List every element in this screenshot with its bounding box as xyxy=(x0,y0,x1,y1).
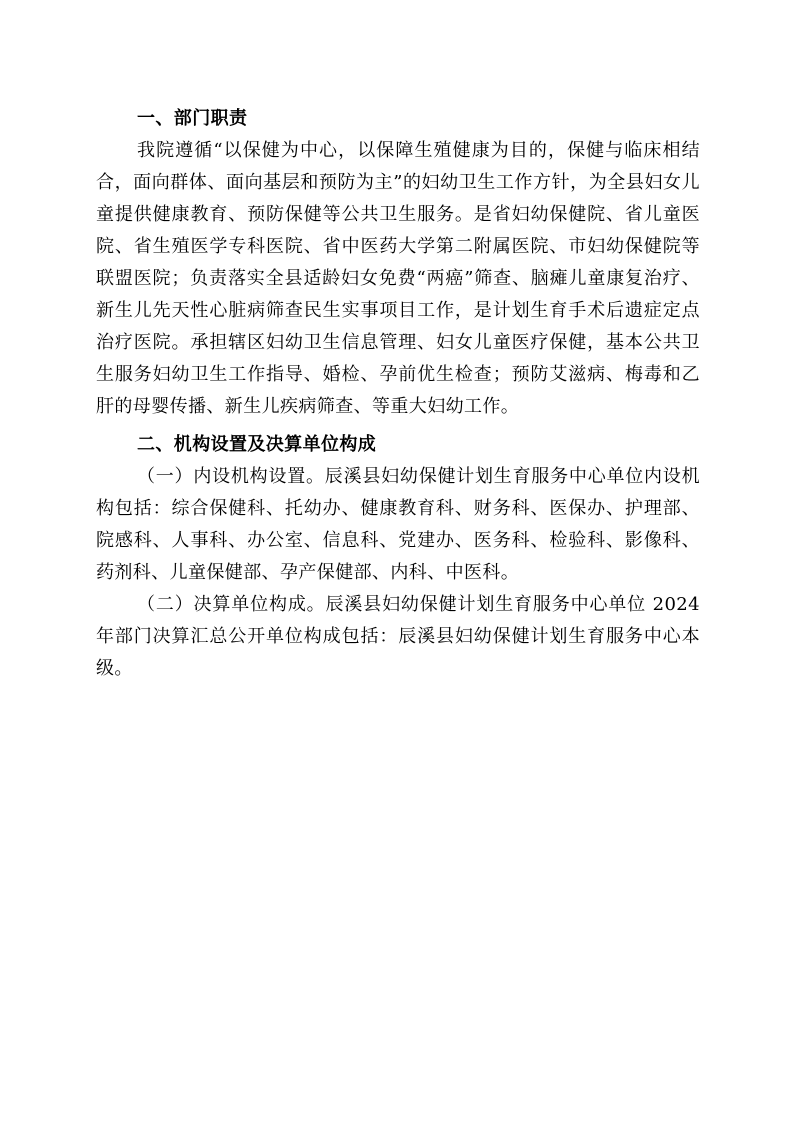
section-heading-department-duties: 一、部门职责 xyxy=(137,108,248,129)
paragraph-department-duties: 我院遵循“以保健为中心，以保障生殖健康为目的，保健与临床相结合，面向群体、面向基层和预防为主”的妇幼卫生工作方针，为全县妇女儿童提供健康教育、预防保健等公共卫生服务。是省妇幼保健院、省儿童医院、省生殖医学专科医院、省中医药大学第二附属医院、市妇幼保健院等联盟医院；负责落实全县适龄妇女免费“两癌”筛查、脑瘫儿童康复治疗、新生儿先天性心脏病筛查民生实事项目工作，是计划生育手术后遗症定点治疗医院。承担辖区妇幼卫生信息管理、妇女儿童医疗保健，基本公共卫生服务妇幼卫生工作指导、婚检、孕前优生检查；预防艾滋病、梅毒和乙肝的母婴传播、新生儿疾病筛查、等重大妇幼工作。 xyxy=(96,140,700,417)
document-body xyxy=(96,103,700,685)
paragraph-internal-institutions: （一）内设机构设置。辰溪县妇幼保健计划生育服务中心单位内设机构包括：综合保健科、托幼办、健康教育科、财务科、医保办、护理部、院感科、人事科、办公室、信息科、党建办、医务科、检验科、影像科、药剂科、儿童保健部、孕产保健部、内科、中医科。 xyxy=(96,466,700,583)
paragraph-accounting-unit-composition: （二）决算单位构成。辰溪县妇幼保健计划生育服务中心单位 2024 年部门决算汇总公开单位构成包括：辰溪县妇幼保健计划生育服务中心本级。 xyxy=(96,594,700,679)
section-heading-organization-structure: 二、机构设置及决算单位构成 xyxy=(137,434,377,455)
